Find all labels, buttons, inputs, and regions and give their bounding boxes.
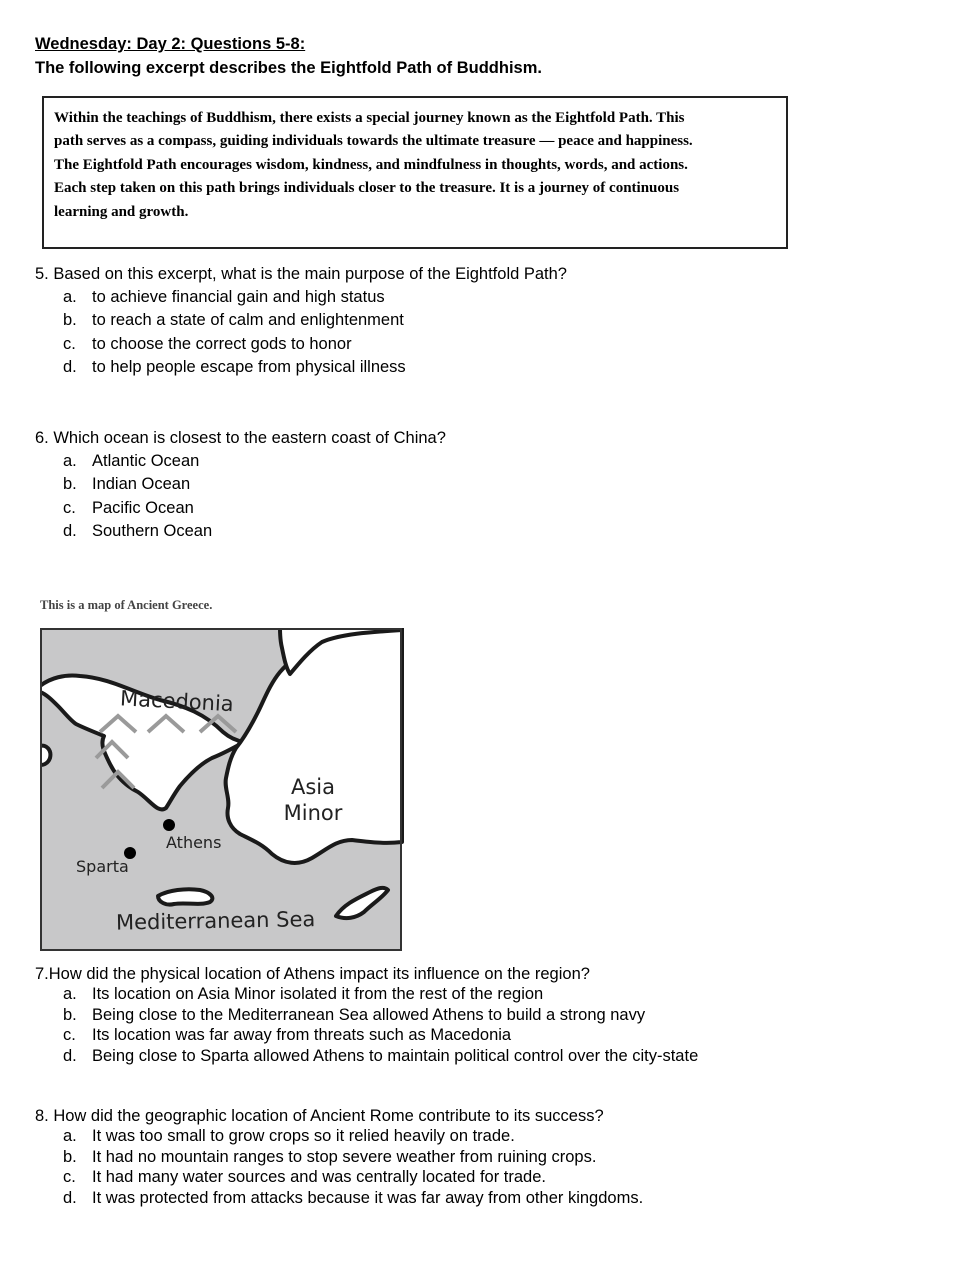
option-text: Southern Ocean [92,521,213,540]
option-letter: c. [63,1168,76,1187]
answer-option-d[interactable] [35,1046,698,1066]
excerpt-line: learning and growth. [54,203,189,220]
option-text: to reach a state of calm and enlightenment [92,311,404,330]
option-text: It was protected from attacks because it was far away from other kingdoms. [92,1188,644,1207]
answer-option-c[interactable] [35,1167,643,1187]
answer-option-d[interactable] [35,1188,643,1208]
option-letter: d. [63,1188,77,1207]
option-text: Its location on Asia Minor isolated it from the rest of the region [92,985,544,1004]
option-letter: d. [63,1046,77,1065]
question-5 [35,263,567,379]
athens-label: Athens [166,833,222,852]
excerpt-line: path serves as a compass, guiding individuals towards the ultimate treasure — peace and happiness. [54,133,693,150]
excerpt-line: The Eightfold Path encourages wisdom, kindness, and mindfulness in thoughts, words, and actions. [54,156,688,173]
question-stem: 6. Which ocean is closest to the eastern coast of China? [35,429,446,447]
mediterranean-sea-label: Mediterranean Sea [115,907,316,935]
answer-option-b[interactable] [35,473,446,496]
option-letter: c. [63,498,76,517]
answer-option-c[interactable] [35,333,567,356]
page-subtitle: The following excerpt describes the Eightfold Path of Buddhism. [35,59,542,77]
page-title: Wednesday: Day 2: Questions 5-8: [35,35,306,53]
answer-option-b[interactable] [35,309,567,332]
option-text: Atlantic Ocean [92,452,200,471]
option-text: Pacific Ocean [92,498,194,517]
option-letter: b. [63,475,77,494]
option-letter: b. [63,311,77,330]
asia-label: Asia [290,775,336,799]
option-letter: a. [63,985,77,1004]
option-letter: c. [63,1026,76,1045]
option-letter: a. [63,288,77,307]
question-stem: 5. Based on this excerpt, what is the main purpose of the Eightfold Path? [35,265,567,283]
ancient-greece-map [40,628,404,954]
option-text: to achieve financial gain and high status [92,288,385,307]
answer-option-c[interactable] [35,497,446,520]
option-text: It had many water sources and was centrally located for trade. [92,1168,546,1187]
minor-label: Minor [283,801,343,825]
answer-option-c[interactable] [35,1025,698,1045]
answer-option-a[interactable] [35,286,567,309]
athens-marker [163,819,175,831]
option-text: Being close to the Mediterranean Sea allowed Athens to build a strong navy [92,1005,646,1024]
option-letter: c. [63,334,76,353]
option-text: Its location was far away from threats such as Macedonia [92,1026,512,1045]
option-text: to choose the correct gods to honor [92,334,352,353]
crete-island [158,889,212,904]
question-8 [35,1106,643,1208]
question-7 [35,964,698,1066]
option-letter: d. [63,357,77,376]
answer-option-b[interactable] [35,1147,643,1167]
answer-option-d[interactable] [35,520,446,543]
question-6 [35,427,446,543]
answer-option-a[interactable] [35,984,698,1004]
answer-option-a[interactable] [35,1126,643,1146]
macedonia-label: Macedonia [119,686,235,717]
excerpt-line: Within the teachings of Buddhism, there exists a special journey known as the Eightfold Path. This [54,110,685,126]
option-text: to help people escape from physical illness [92,357,406,376]
option-letter: a. [63,452,77,471]
sparta-label: Sparta [76,857,129,876]
question-stem: 7.How did the physical location of Athens impact its influence on the region? [35,965,590,983]
answer-option-d[interactable] [35,356,567,379]
option-letter: d. [63,521,77,540]
option-letter: a. [63,1127,77,1146]
answer-option-b[interactable] [35,1005,698,1025]
option-text: Being close to Sparta allowed Athens to maintain political control over the city-state [92,1046,699,1065]
question-stem: 8. How did the geographic location of Ancient Rome contribute to its success? [35,1107,604,1125]
option-letter: b. [63,1005,77,1024]
excerpt-box [42,96,788,249]
option-text: It had no mountain ranges to stop severe weather from ruining crops. [92,1147,597,1166]
option-text: Indian Ocean [92,475,191,494]
map-caption: This is a map of Ancient Greece. [40,598,213,612]
excerpt-line: Each step taken on this path brings individuals closer to the treasure. It is a journey of continuous [54,180,680,197]
option-text: It was too small to grow crops so it relied heavily on trade. [92,1127,515,1146]
answer-option-a[interactable] [35,450,446,473]
option-letter: b. [63,1147,77,1166]
